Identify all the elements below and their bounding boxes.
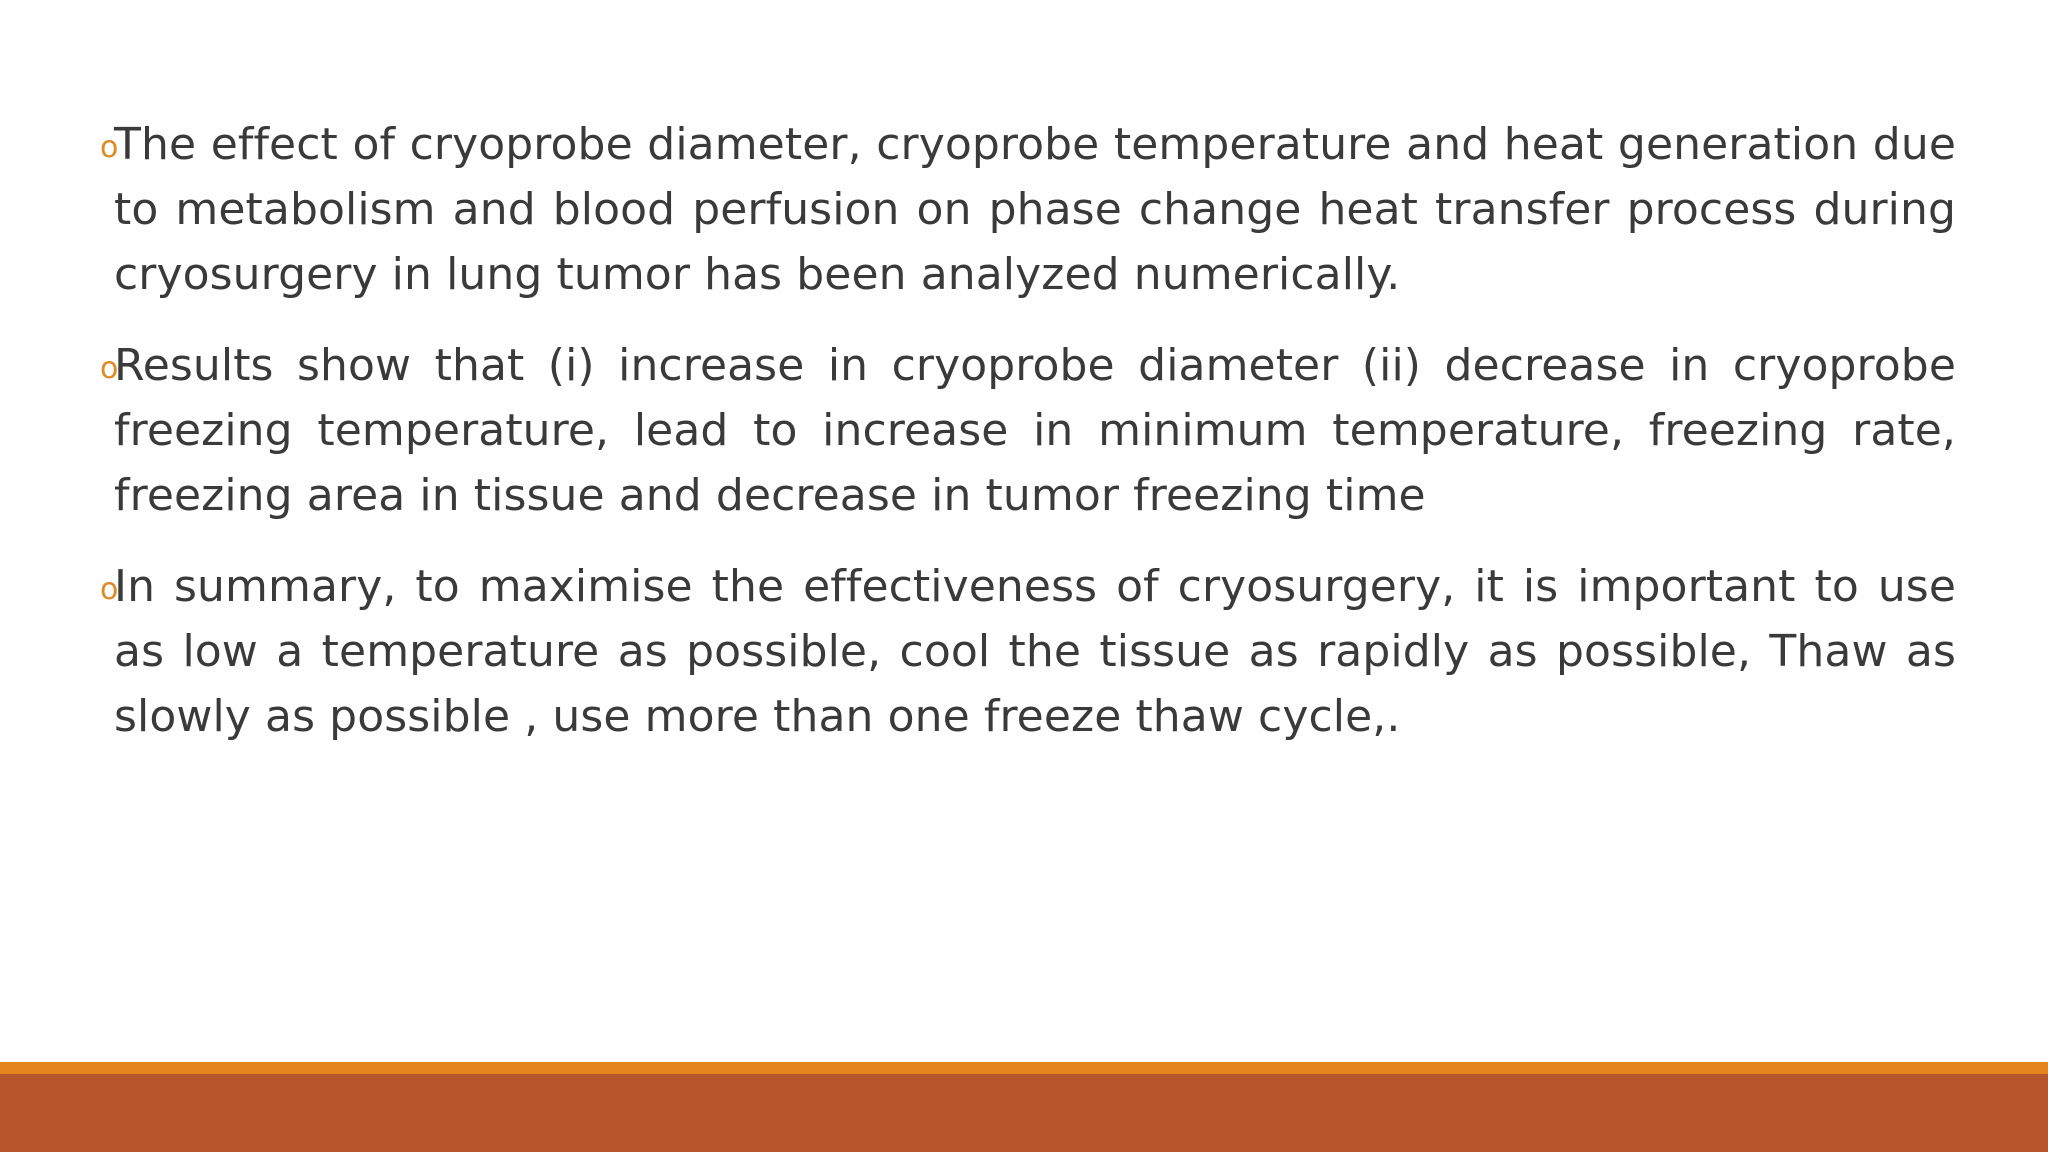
bullet-item [100, 554, 1956, 749]
bullet-item [100, 112, 1956, 307]
footer-accent-stripe [0, 1062, 2048, 1074]
bullet-text: Results show that (i) increase in cryoprobe diameter (ii) decrease in cryoprobe freezing temperature, lead to increase in minimum temperature, freezing rate, freezing area in tissue and decrease in tumor freezing time [114, 340, 1956, 521]
bullet-marker-icon: o [100, 351, 119, 386]
bullet-text: In summary, to maximise the effectiveness of cryosurgery, it is important to use as low a temperature as possible, cool the tissue as rapidly as possible, Thaw as slowly as possible , use more than one freeze thaw cycle,. [114, 561, 1956, 742]
footer-band [0, 1074, 2048, 1152]
bullet-list [100, 112, 1956, 775]
bullet-marker-icon: o [100, 130, 119, 165]
bullet-marker-icon: o [100, 572, 119, 607]
bullet-item [100, 333, 1956, 528]
bullet-text: The effect of cryoprobe diameter, cryoprobe temperature and heat generation due to metabolism and blood perfusion on phase change heat transfer process during cryosurgery in lung tumor has been analyzed numerically. [114, 119, 1956, 300]
